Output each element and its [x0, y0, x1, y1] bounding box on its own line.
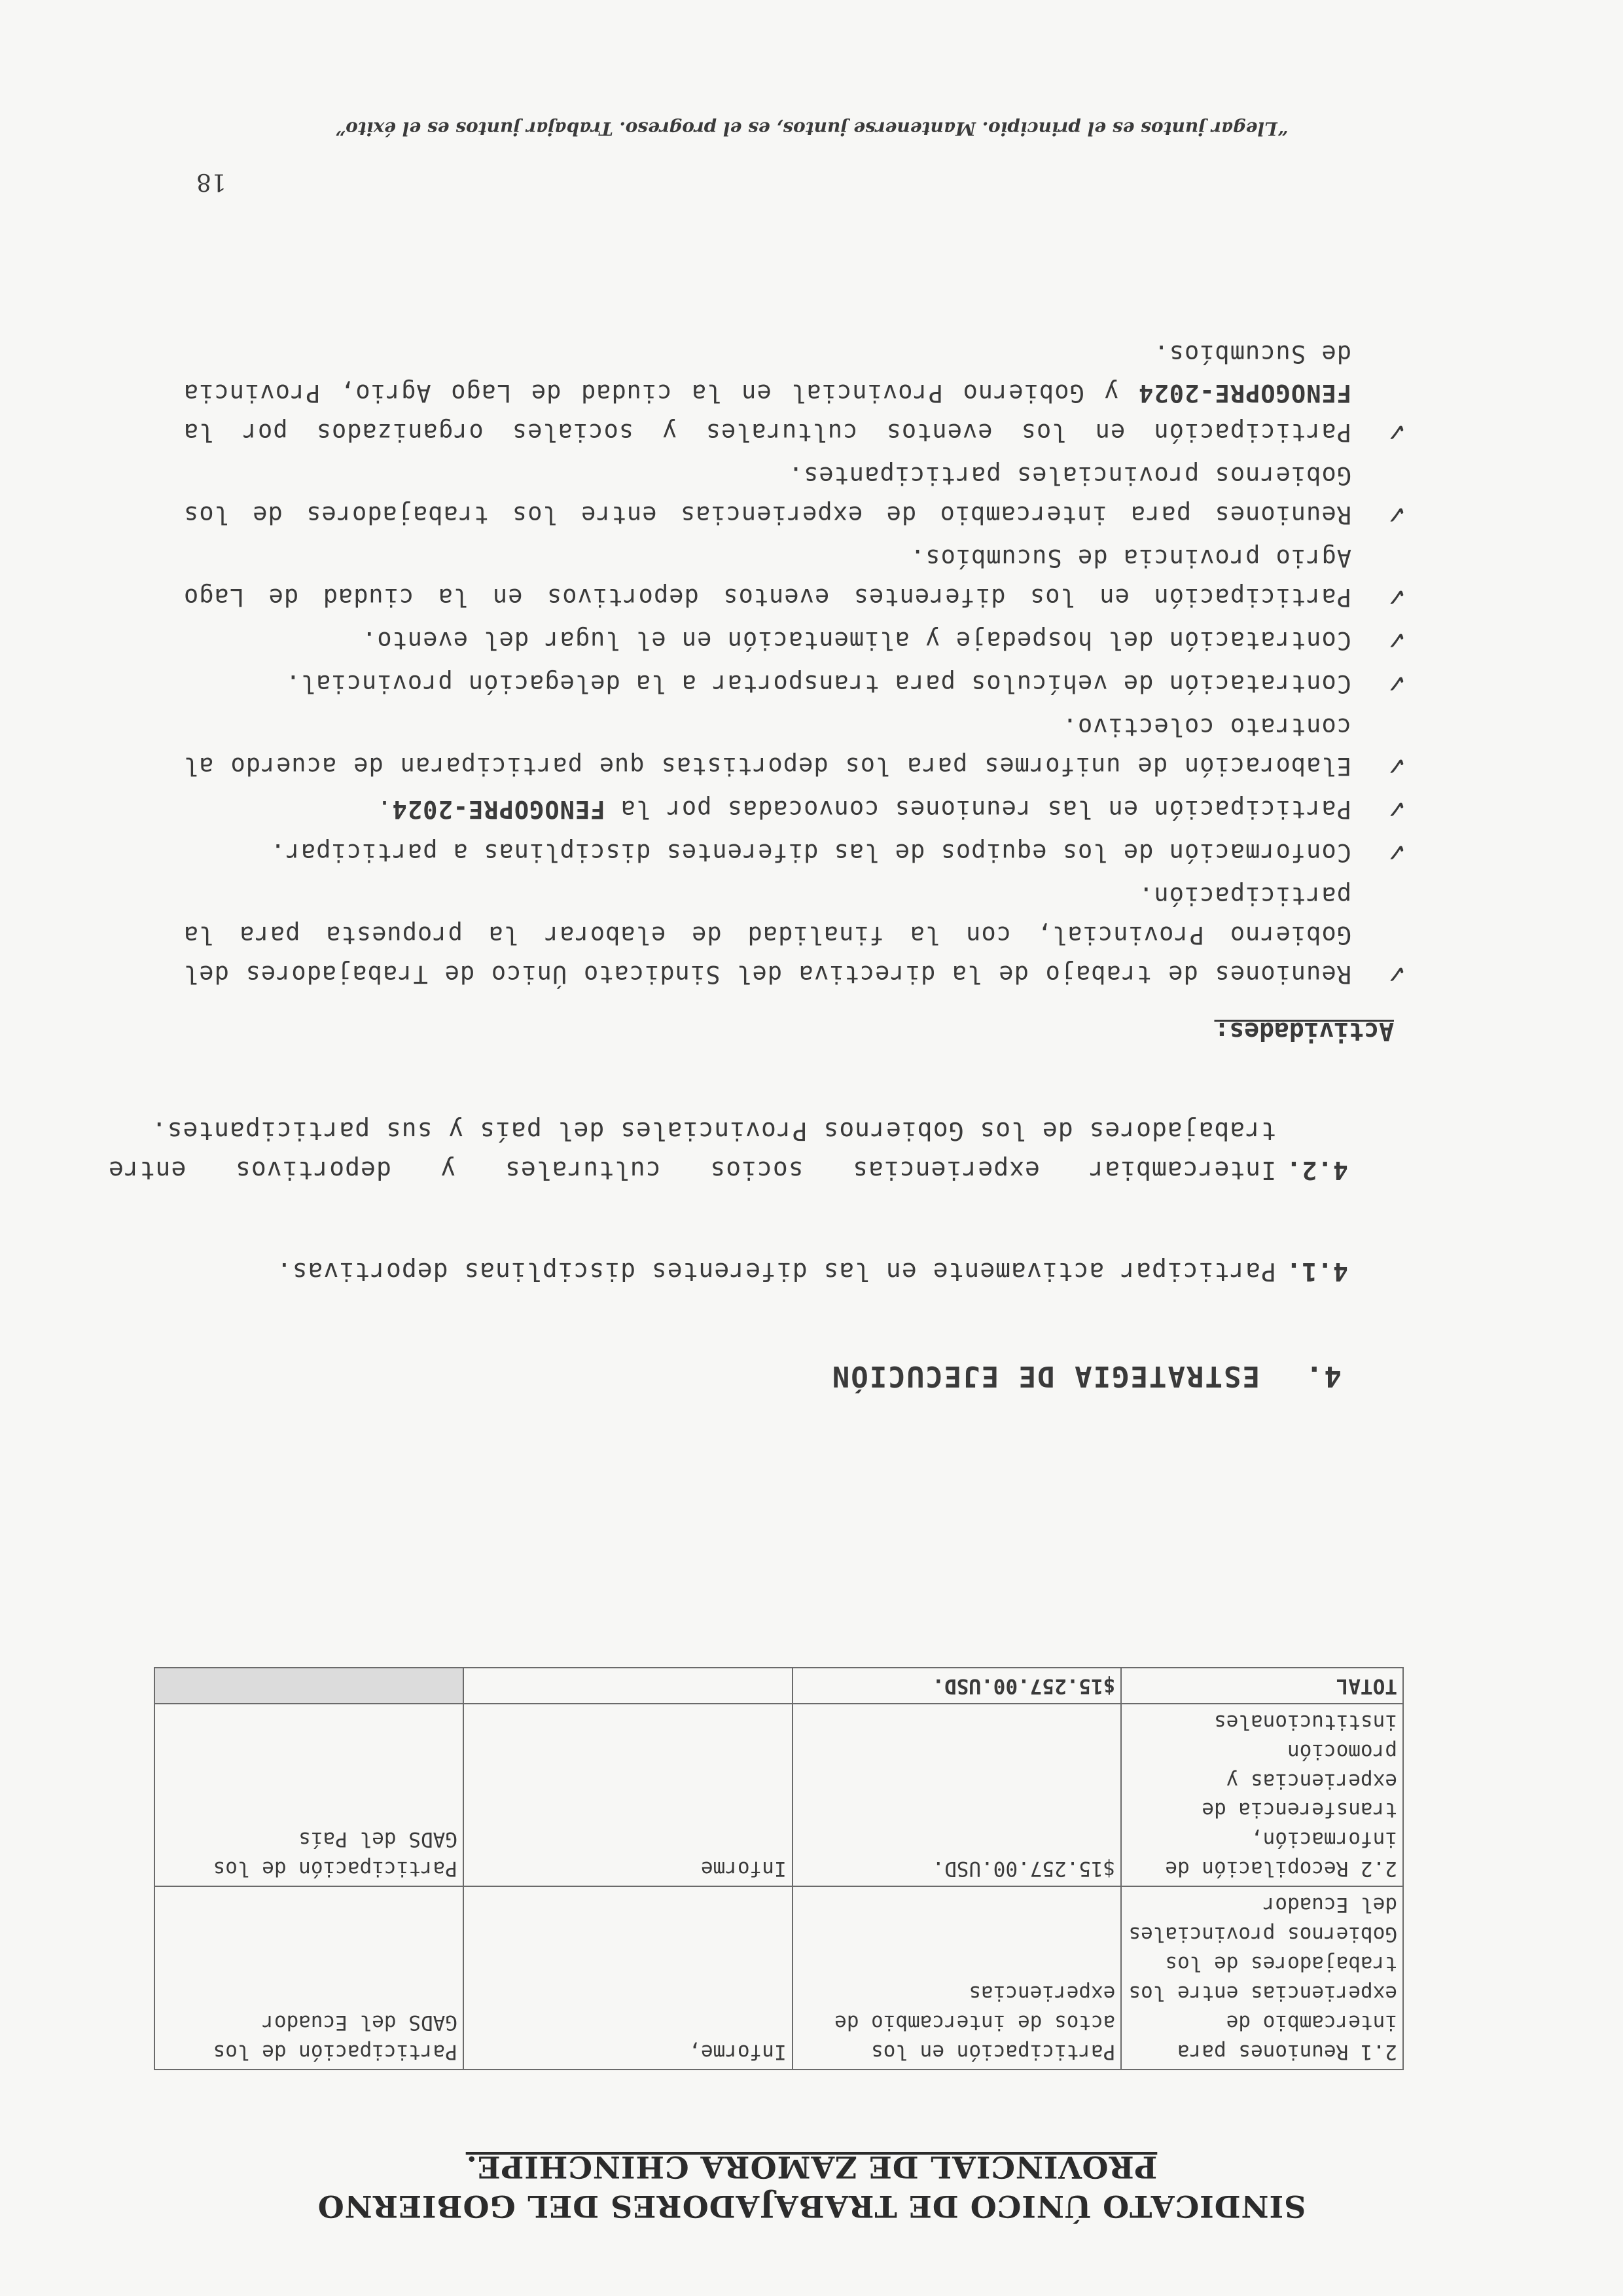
checkmark-icon: ✓ [1385, 418, 1407, 446]
checkmark-icon: ✓ [1385, 838, 1407, 867]
detail-cell: Participación en los actos de intercambio de experiencias [793, 1886, 1122, 2070]
checkmark-icon: ✓ [1385, 751, 1407, 780]
page-number: 18 [196, 168, 226, 195]
objective-item [108, 1252, 1348, 1291]
activity-after-text: y Gobierno Provincial en la ciudad de Lago Agrio, Provincia de Sucumbíos. [183, 340, 1351, 407]
activity-after-text: . [376, 795, 392, 823]
letterhead-line1: SINDICATO ÚNICO DE TRABAJADORES DEL GOBIERNO [317, 2189, 1306, 2224]
detail-cell: $15.257.00.USD. [793, 1704, 1122, 1887]
list-item [183, 833, 1407, 872]
checkmark-icon: ✓ [1385, 795, 1407, 823]
total-empty-cell [463, 1668, 793, 1704]
list-item [183, 789, 1407, 829]
section-number: 4. [1304, 1359, 1342, 1393]
list-item [183, 664, 1407, 703]
checkmark-icon: ✓ [1385, 583, 1407, 611]
activity-text: Participación en los diferentes eventos deportivos en la ciudad de Lago Agrio provincia de Sucumbíos. [183, 544, 1351, 611]
budget-table [154, 1667, 1404, 2070]
responsible-cell: Participación de los GADS del Ecuador [154, 1886, 463, 2070]
activity-bold-text: FENOGOPRE-2024 [1138, 379, 1351, 407]
activity-text: Contratación del hospedaje y alimentación en el lugar del evento. [361, 626, 1351, 655]
section-title-text: ESTRATEGIA DE EJECUCIÓN [830, 1359, 1260, 1393]
responsible-cell: Participación de los GADS del País [154, 1704, 463, 1887]
checkmark-icon: ✓ [1385, 669, 1407, 698]
objective-number: 4.2. [1285, 1156, 1348, 1185]
list-item [183, 707, 1407, 785]
activity-text: Participación en las reuniones convocadas por la [605, 795, 1351, 823]
objective-number: 4.1. [1285, 1257, 1348, 1286]
activity-cell: 2.2 Recopilación de información, transferencia de experiencias y promoción institucionales [1121, 1704, 1403, 1887]
activity-text: Participación en los eventos culturales y sociales organizados por la [183, 418, 1351, 446]
activity-text: Elaboración de uniformes para los deportistas que participaran de acuerdo al contrato colectivo. [183, 713, 1351, 780]
table-row [154, 1886, 1403, 2070]
total-value: $15.257.00.USD. [793, 1668, 1122, 1704]
list-item [183, 456, 1407, 534]
activities-list [183, 330, 1407, 994]
table-row [154, 1704, 1403, 1887]
activity-text: Reuniones de trabajo de la directiva del Sindicato Único de Trabajadores del Gobierno Provincial, con la finalidad de elaborar la propuesta para la participación. [183, 882, 1351, 988]
section-title [831, 1359, 1342, 1393]
list-item [183, 538, 1407, 617]
objective-item [108, 1111, 1348, 1190]
activity-text: Conformación de los equipos de las diferentes disciplinas a participar. [270, 838, 1351, 867]
activity-text: Contratación de vehículos para transportar a la delegación provincial. [285, 670, 1351, 698]
activities-title: Actividades: [1214, 1017, 1394, 1046]
checkmark-icon: ✓ [1385, 960, 1407, 988]
letterhead-line2: PROVINCIAL DE ZAMORA CHINCHIPE. [465, 2149, 1158, 2185]
activity-bold-text: FENOGOPRE-2024 [391, 795, 605, 823]
total-shaded-cell [154, 1668, 463, 1704]
list-item [183, 620, 1407, 660]
footer-quote: “Llegar juntos es el principio. Mantenerse juntos, es el progreso. Trabajar juntos es el éxito” [335, 118, 1288, 139]
activity-text: Reuniones para intercambio de experiencias entre los trabajadores de los Gobiernos provinciales participantes. [183, 461, 1351, 529]
verification-cell: Informe [463, 1704, 793, 1887]
checkmark-icon: ✓ [1385, 500, 1407, 529]
total-label: TOTAL [1121, 1668, 1403, 1704]
verification-cell: Informe, [463, 1886, 793, 2070]
list-item [183, 876, 1407, 994]
activity-cell: 2.1 Reuniones para intercambio de experiencias entre los trabajadores de los Gobiernos provinciales del Ecuador [1121, 1886, 1403, 2070]
objective-text: Participar activamente en las diferentes disciplinas deportivas. [276, 1257, 1276, 1286]
objective-text: Intercambiar experiencias socios culturales y deportivos entre trabajadores de los Gobiernos Provinciales del país y sus participantes. [108, 1117, 1276, 1185]
list-item [183, 334, 1407, 452]
total-row [154, 1668, 1403, 1704]
letterhead [0, 2149, 1623, 2224]
checkmark-icon: ✓ [1385, 626, 1407, 655]
